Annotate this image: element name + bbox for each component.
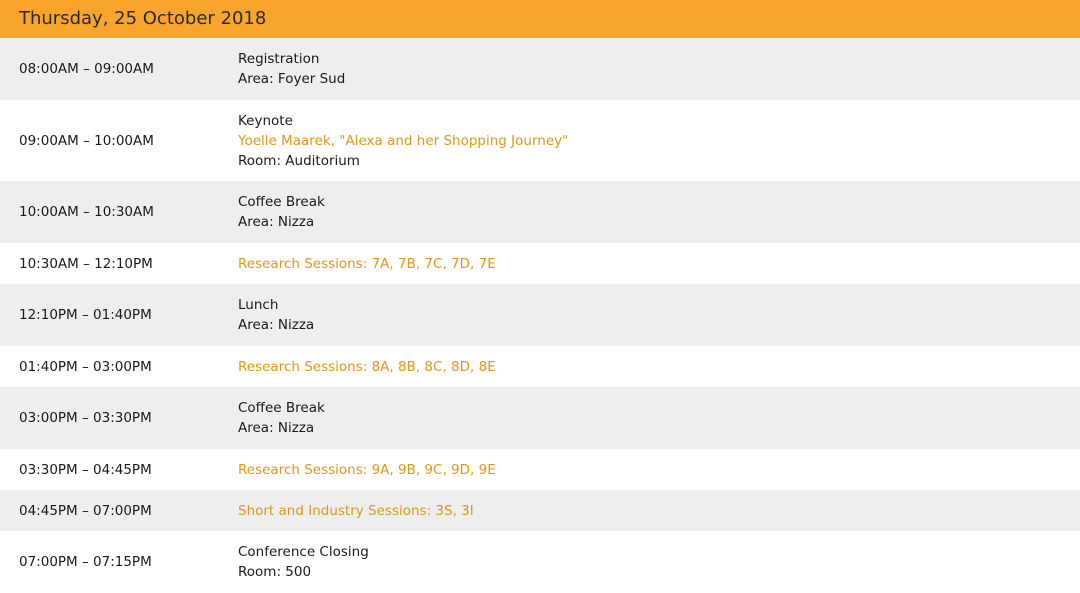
event-title: Coffee Break <box>238 194 325 210</box>
keynote-link[interactable]: Yoelle Maarek, "Alexa and her Shopping Journey" <box>238 132 569 149</box>
time-slot: 09:00AM – 10:00AM <box>19 132 154 149</box>
research-sessions-9-link[interactable]: Research Sessions: 9A, 9B, 9C, 9D, 9E <box>238 461 496 478</box>
time-slot: 10:30AM – 12:10PM <box>19 255 153 272</box>
event-details <box>238 357 496 377</box>
event-title: Lunch <box>238 297 279 313</box>
event-location: Area: Nizza <box>238 317 315 333</box>
event-details <box>238 254 496 274</box>
event-title: Keynote <box>238 112 293 129</box>
time-slot: 12:10PM – 01:40PM <box>19 307 152 323</box>
time-slot: 03:30PM – 04:45PM <box>19 461 152 478</box>
event-details <box>238 192 325 232</box>
event-details <box>238 111 568 171</box>
time-slot: 10:00AM – 10:30AM <box>19 204 154 220</box>
event-location: Area: Foyer Sud <box>238 71 346 87</box>
day-title: Thursday, 25 October 2018 <box>19 8 267 29</box>
event-details <box>238 295 314 335</box>
event-location: Room: 500 <box>238 564 312 580</box>
schedule-row <box>0 449 1080 490</box>
event-details <box>238 501 474 521</box>
day-header <box>0 0 1080 38</box>
schedule-row <box>0 490 1080 531</box>
event-title: Conference Closing <box>238 544 369 560</box>
event-location: Room: Auditorium <box>238 152 360 169</box>
event-details <box>238 460 496 480</box>
schedule-row <box>0 38 1080 100</box>
time-slot: 07:00PM – 07:15PM <box>19 554 152 570</box>
schedule-row <box>0 346 1080 387</box>
schedule-row <box>0 531 1080 593</box>
short-industry-sessions-link[interactable]: Short and Industry Sessions: 3S, 3I <box>238 502 474 519</box>
event-location: Area: Nizza <box>238 420 315 436</box>
schedule-row <box>0 284 1080 346</box>
schedule-row <box>0 100 1080 181</box>
event-title: Coffee Break <box>238 400 325 416</box>
time-slot: 08:00AM – 09:00AM <box>19 61 154 77</box>
time-slot: 01:40PM – 03:00PM <box>19 358 152 375</box>
event-location: Area: Nizza <box>238 214 315 230</box>
time-slot: 04:45PM – 07:00PM <box>19 502 152 519</box>
schedule-row <box>0 243 1080 284</box>
event-details <box>238 49 345 89</box>
schedule-row <box>0 387 1080 449</box>
schedule-row <box>0 181 1080 243</box>
research-sessions-8-link[interactable]: Research Sessions: 8A, 8B, 8C, 8D, 8E <box>238 358 496 375</box>
event-details <box>238 398 325 438</box>
time-slot: 03:00PM – 03:30PM <box>19 410 152 426</box>
research-sessions-7-link[interactable]: Research Sessions: 7A, 7B, 7C, 7D, 7E <box>238 255 496 272</box>
event-details <box>238 542 369 582</box>
event-title: Registration <box>238 51 320 67</box>
